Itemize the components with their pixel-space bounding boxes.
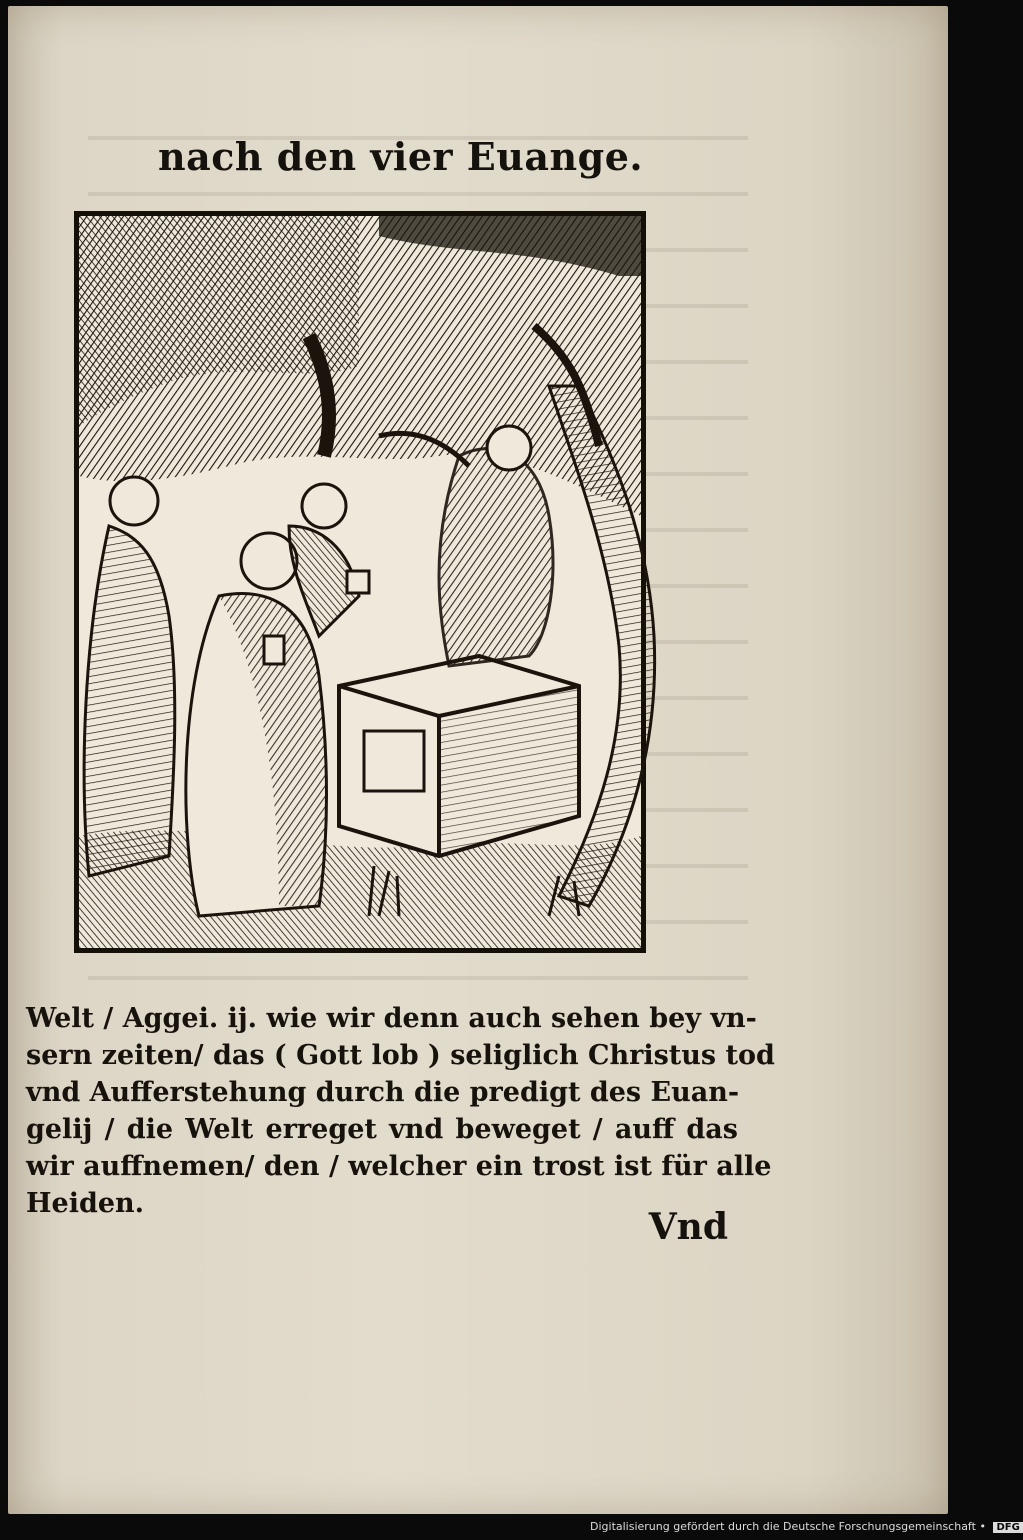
running-header: nach den vier Euange. [158, 134, 644, 179]
dfg-logo[interactable]: DFG [993, 1522, 1022, 1533]
text-line: gelij / die Welt erreget vnd beweget / auff das [26, 1114, 738, 1145]
woodcut-illustration [74, 211, 646, 953]
footer-credit: Digitalisierung gefördert durch die Deutsche Forschungsgemeinschaft [590, 1520, 976, 1533]
book-page [8, 6, 948, 1514]
body-text [26, 1000, 775, 1222]
text-line: wir auffnemen/ den / welcher ein trost ist für alle [26, 1151, 772, 1182]
footer-separator: • [979, 1520, 986, 1533]
text-line: sern zeiten/ das ( Gott lob ) seliglich Christus tod [26, 1040, 775, 1071]
digitization-footer [590, 1520, 1020, 1540]
catchword: Vnd [648, 1206, 728, 1248]
text-line: Welt / Aggei. ij. wie wir denn auch sehen bey vn- [26, 1003, 757, 1034]
text-line: vnd Aufferstehung durch die predigt des Euan- [26, 1077, 740, 1108]
woodcut-resurrection-scene-icon [79, 216, 641, 948]
text-line: Heiden. [26, 1188, 145, 1219]
